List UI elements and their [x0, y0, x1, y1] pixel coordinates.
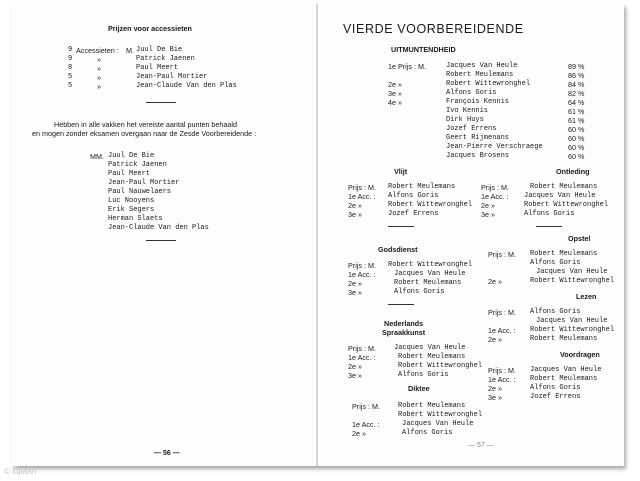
- student-name: Alfons Goris: [530, 308, 581, 316]
- sub-title: UITMUNTENDHEID: [391, 45, 456, 54]
- rank: Prijs : M.: [352, 402, 380, 411]
- promoted-name: Jean-Paul Mortier: [108, 179, 180, 187]
- award-label: »: [97, 64, 101, 73]
- student-name: Alfons Goris: [446, 89, 497, 97]
- divider: [146, 240, 176, 241]
- main-title: VIERDE VOORBEREIDENDE: [343, 22, 524, 36]
- rank: Prijs : M.: [348, 344, 376, 353]
- rank: 2e »: [481, 201, 495, 210]
- award-label: Accessieten :: [76, 46, 119, 55]
- student-name: Jacques Van Heule: [536, 317, 608, 325]
- paragraph-line: Hebben in alle vakken het vereiste aantal punten behaald: [54, 120, 238, 129]
- rank: 1e Acc. :: [488, 375, 516, 384]
- subject-title-diktee: Diktee: [408, 384, 430, 393]
- rank: Prijs : M.: [488, 366, 516, 375]
- promoted-name: Paul Meert: [108, 170, 151, 178]
- rank: 1e Acc. :: [352, 420, 380, 429]
- student-name: Robert Wittewronghel: [530, 326, 615, 334]
- student-name: Robert Meulemans: [398, 353, 466, 361]
- percentage: 60 %: [568, 143, 585, 152]
- student-name: Robert Wittewronghel: [388, 201, 473, 209]
- open-booklet: [12, 4, 624, 466]
- award-num: 5: [68, 82, 73, 90]
- subject-title-nederlands: Nederlands: [384, 319, 424, 328]
- student-name: Jozef Errens: [530, 393, 581, 401]
- promoted-name: Herman Slaets: [108, 215, 163, 223]
- student-name: Robert Wittewronghel: [398, 411, 483, 419]
- percentage: 61 %: [568, 116, 585, 125]
- student-name: Robert Wittewronghel: [398, 362, 483, 370]
- rank: 3e »: [348, 288, 362, 297]
- rank: 2e »: [352, 429, 366, 438]
- award-num: 5: [68, 73, 73, 81]
- section-title: Prijzen voor accessieten: [108, 24, 192, 33]
- award-name: Jean-Paul Mortier: [136, 73, 208, 81]
- student-name: Jacques Van Heule: [394, 270, 466, 278]
- student-name: Robert Wittewronghel: [446, 80, 531, 88]
- rank: 2e »: [388, 80, 402, 89]
- student-name: Alfons Goris: [398, 371, 449, 379]
- student-name: Robert Meulemans: [398, 402, 466, 410]
- student-name: Jacques Van Heule: [446, 62, 518, 70]
- percentage: 84 %: [568, 80, 585, 89]
- rank: 1e Acc. :: [348, 353, 376, 362]
- rank: 3e »: [348, 210, 362, 219]
- right-page: [318, 4, 624, 466]
- student-name: Jacques Brosens: [446, 152, 510, 160]
- rank: 1e Prijs : M.: [388, 62, 426, 71]
- page-number: — 57 —: [468, 442, 494, 449]
- percentage: 60 %: [568, 134, 585, 143]
- student-name: Dirk Huys: [446, 116, 484, 124]
- award-num: 9: [68, 55, 73, 63]
- student-name: Jozef Errens: [446, 125, 497, 133]
- rank: 2e »: [348, 279, 362, 288]
- award-prefix: M.: [126, 46, 134, 55]
- award-label: »: [97, 55, 101, 64]
- percentage: 64 %: [568, 98, 585, 107]
- rank: 3e »: [481, 210, 495, 219]
- student-name: François Kennis: [446, 98, 510, 106]
- student-name: Robert Wittewronghel: [388, 261, 473, 269]
- student-name: Robert Meulemans: [394, 279, 462, 287]
- left-page: [12, 4, 318, 466]
- divider: [388, 304, 414, 305]
- rank: 1e Acc. :: [348, 192, 376, 201]
- student-name: Alfons Goris: [394, 288, 445, 296]
- award-name: Juul De Bie: [136, 46, 183, 54]
- subject-title-ontleding: Ontleding: [556, 167, 590, 176]
- promoted-name: Juul De Bie: [108, 152, 155, 160]
- student-name: Jozef Errens: [388, 210, 439, 218]
- award-num: 8: [68, 64, 73, 72]
- rank: 2e »: [348, 362, 362, 371]
- subject-title-opstel: Opstel: [568, 234, 591, 243]
- rank: Prijs : M.: [348, 183, 376, 192]
- student-name: Alfons Goris: [388, 192, 439, 200]
- rank: 2e »: [488, 335, 502, 344]
- student-name: Robert Meulemans: [530, 250, 598, 258]
- rank: 2e »: [488, 384, 502, 393]
- divider: [146, 102, 176, 103]
- percentage: 86 %: [568, 71, 585, 80]
- student-name: Robert Wittewronghel: [530, 277, 615, 285]
- rank: 1e Acc. :: [348, 270, 376, 279]
- percentage: 82 %: [568, 89, 585, 98]
- divider: [536, 226, 562, 227]
- names-prefix: MM.: [90, 152, 104, 161]
- percentage: 60 %: [568, 125, 585, 134]
- student-name: Robert Meulemans: [530, 335, 598, 343]
- student-name: Jacques Van Heule: [530, 366, 602, 374]
- rank: Prijs : M.: [488, 250, 516, 259]
- rank: 4e »: [388, 98, 402, 107]
- divider: [388, 226, 414, 227]
- subject-title-voordragen: Voordragen: [560, 350, 600, 359]
- award-label: »: [97, 73, 101, 82]
- student-name: Robert Wittewronghel: [524, 201, 609, 209]
- award-label: »: [97, 82, 101, 91]
- student-name: Alfons Goris: [402, 429, 453, 437]
- student-name: Jacques Van Heule: [524, 192, 596, 200]
- student-name: Alfons Goris: [530, 384, 581, 392]
- rank: Prijs : M.: [348, 261, 376, 270]
- subject-title-godsdienst: Godsdienst: [378, 245, 418, 254]
- student-name: Alfons Goris: [530, 259, 581, 267]
- percentage: 61 %: [568, 107, 585, 116]
- student-name: Ivo Kennis: [446, 107, 489, 115]
- award-name: Patrick Jaenen: [136, 55, 195, 63]
- student-name: Robert Meulemans: [530, 375, 598, 383]
- rank: 2e »: [488, 277, 502, 286]
- paragraph-line: en mogen zonder eksamen overgaan naar de Zesde Voorbereidende :: [32, 129, 257, 138]
- student-name: Robert Meulemans: [388, 183, 456, 191]
- student-name: Jean-Pierre Verschraege: [446, 143, 543, 151]
- rank: 3e »: [388, 89, 402, 98]
- rank: 3e »: [348, 371, 362, 380]
- subject-title-lezen: Lezen: [576, 292, 597, 301]
- student-name: Geert Rijmenans: [446, 134, 510, 142]
- percentage: 60 %: [568, 152, 585, 161]
- rank: 2e »: [348, 201, 362, 210]
- promoted-name: Paul Nauwelaers: [108, 188, 172, 196]
- rank: Prijs : M.: [481, 183, 509, 192]
- rank: 1e Acc. :: [481, 192, 509, 201]
- student-name: Jacques Van Heule: [536, 268, 608, 276]
- student-name: Robert Meulemans: [446, 71, 514, 79]
- page-number: — 56 —: [154, 450, 180, 457]
- award-num: 9: [68, 46, 73, 54]
- subject-title-vlijt: Vlijt: [394, 167, 408, 176]
- student-name: Jacques Van Heule: [394, 344, 466, 352]
- rank: 1e Acc. :: [488, 326, 516, 335]
- subject-title-spraakkunst: Spraakkunst: [382, 328, 426, 337]
- promoted-name: Patrick Jaenen: [108, 161, 167, 169]
- student-name: Alfons Goris: [524, 210, 575, 218]
- student-name: Jacques Van Heule: [402, 420, 474, 428]
- rank: 3e »: [488, 393, 502, 402]
- promoted-name: Luc Nooyens: [108, 197, 155, 205]
- rank: Prijs : M.: [488, 308, 516, 317]
- promoted-name: Jean-Claude Van den Plas: [108, 224, 209, 232]
- watermark: © lupaan: [4, 467, 37, 476]
- award-name: Jean-Claude Van den Plas: [136, 82, 237, 90]
- promoted-name: Erik Segers: [108, 206, 155, 214]
- percentage: 89 %: [568, 62, 585, 71]
- award-name: Paul Meert: [136, 64, 179, 72]
- student-name: Robert Meulemans: [530, 183, 598, 191]
